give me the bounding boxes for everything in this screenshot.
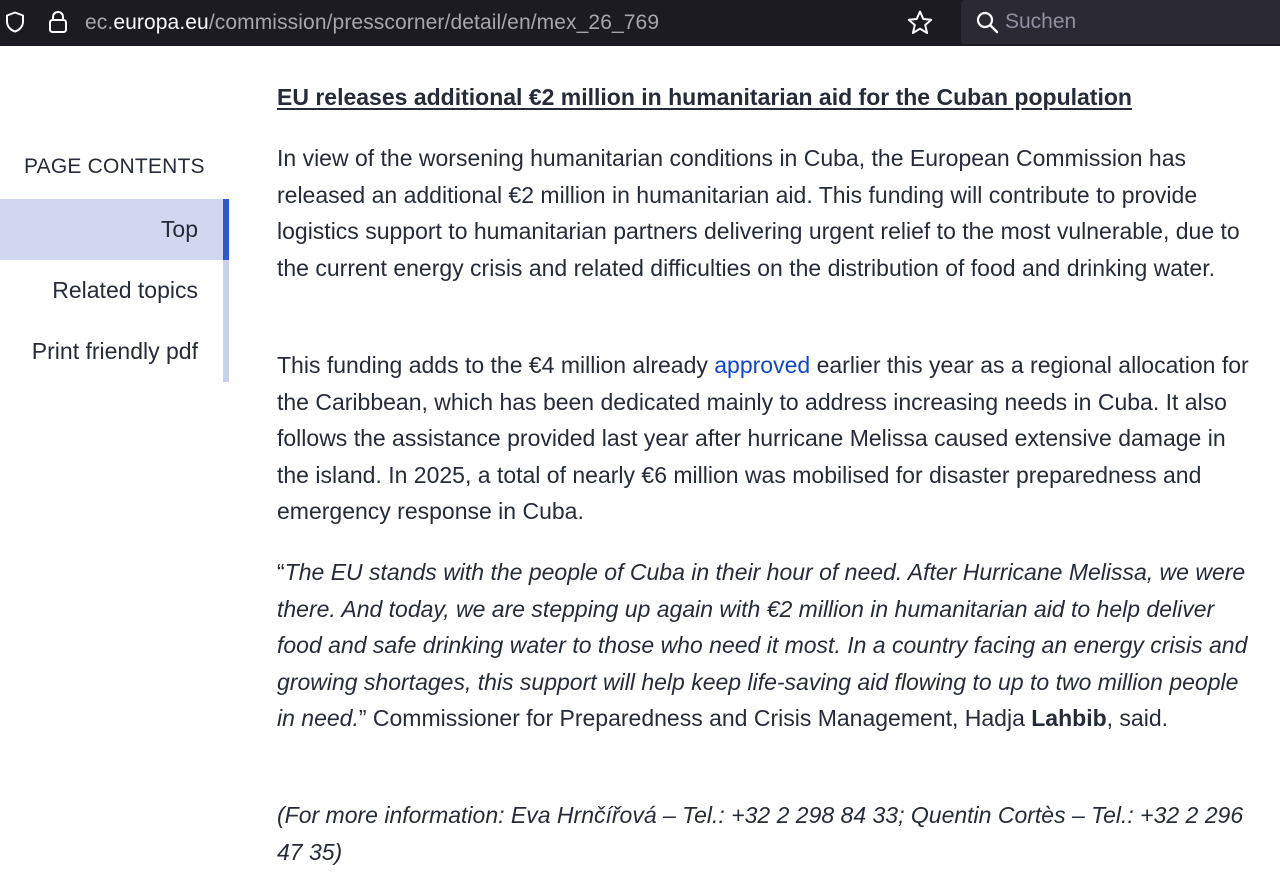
paragraph-contact: (For more information: Eva Hrnčířová – Tel.: +32 2 298 84 33; Quentin Cortès – Tel.: +32 2 296 47 35) — [277, 802, 1244, 865]
page-contents-title: PAGE CONTENTS — [24, 155, 205, 178]
url-path: /commission/presscorner/detail/en/mex_26_769 — [208, 11, 660, 34]
quote-open-mark: “ — [277, 559, 285, 585]
page-contents-sidebar — [0, 46, 229, 883]
search-icon — [975, 10, 999, 34]
shield-icon[interactable] — [5, 11, 25, 33]
paragraph-funding-text-after: earlier this year as a regional allocation for the Caribbean, which has been dedicated mainly to address increasing needs in Cuba. It also follows the assistance provided last year after hurricane Melissa caused extensive damage in the island. In 2025, a total of nearly €6 million was mobilised for disaster preparedness and emergency response in Cuba. — [277, 352, 1249, 525]
toc-item-print-friendly-pdf[interactable]: Print friendly pdf — [0, 321, 229, 382]
paragraph-funding — [277, 347, 1252, 530]
article-title: EU releases additional €2 million in humanitarian aid for the Cuban population — [277, 84, 1132, 110]
paragraph-quote — [277, 554, 1252, 737]
url-host: europa.eu — [113, 11, 209, 34]
quote-text: The EU stands with the people of Cuba in their hour of need. After Hurricane Melissa, we were there. And today, we are stepping up again with €2 million in humanitarian aid to help deliver food and safe drinking water to those who need it most. In a country facing an energy crisis and growing shortages, this support will help keep life-saving aid flowing to up to two million people in need. — [277, 559, 1248, 732]
paragraph-funding-text-before: This funding adds to the €4 million already — [277, 352, 715, 378]
browser-toolbar — [0, 0, 1280, 46]
commissioner-name: Lahbib — [1031, 705, 1107, 732]
page — [0, 46, 1280, 883]
search-box[interactable] — [961, 0, 1280, 44]
quote-attribution: ” Commissioner for Preparedness and Crisis Management, Hadja — [358, 705, 1032, 732]
toc-item-top[interactable]: Top — [0, 199, 229, 260]
paragraph-intro: In view of the worsening humanitarian conditions in Cuba, the European Commission has released an additional €2 million in humanitarian aid. This funding will contribute to provide logistics support to humanitarian partners delivering urgent relief to the most vulnerable, due to the current energy crisis and related difficulties on the distribution of food and drinking water. — [277, 145, 1240, 281]
quote-end: , said. — [1106, 705, 1169, 732]
approved-link[interactable]: approved — [714, 352, 811, 378]
star-icon[interactable] — [906, 9, 934, 37]
url-prefix: ec. — [85, 11, 114, 34]
page-contents-list — [0, 199, 229, 382]
lock-icon[interactable] — [47, 10, 69, 34]
url-text[interactable] — [85, 11, 659, 35]
address-bar[interactable] — [0, 0, 948, 46]
toc-item-related-topics[interactable]: Related topics — [0, 260, 229, 321]
search-input[interactable] — [1005, 8, 1265, 36]
